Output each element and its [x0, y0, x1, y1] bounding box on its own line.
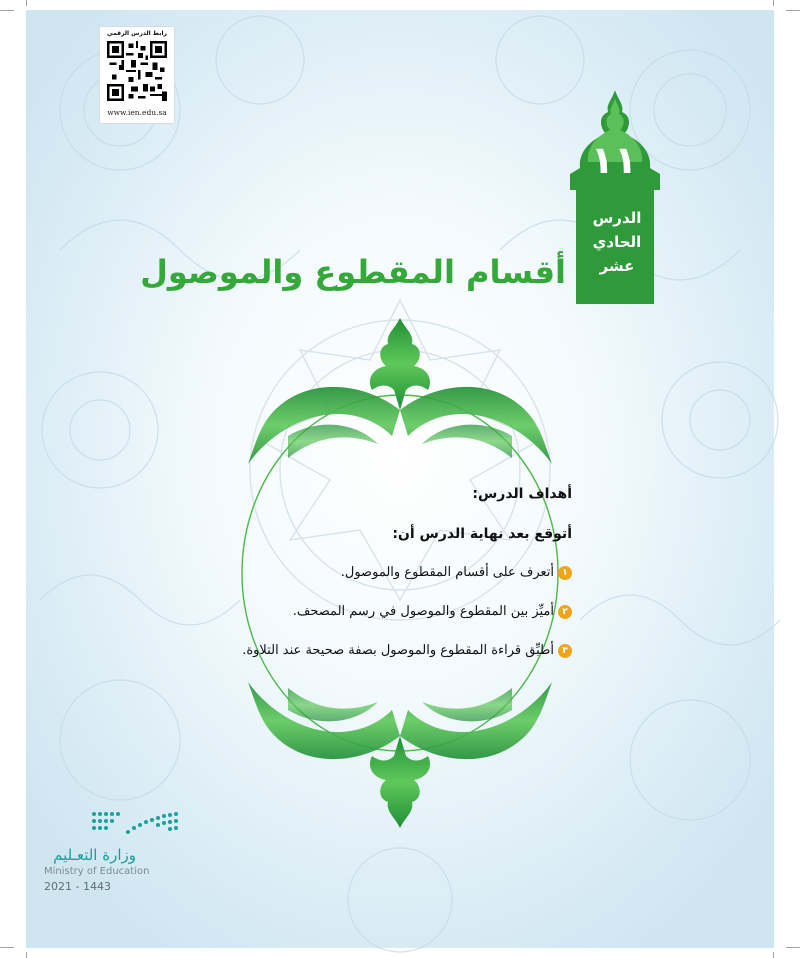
- objective-item: [222, 600, 572, 624]
- objective-item: [222, 639, 572, 663]
- lesson-label: [576, 206, 658, 278]
- objective-text: أطبِّق قراءة المقطوع والموصول بصفة صحيحة عند التلاوة.: [242, 643, 554, 658]
- qr-url[interactable]: www.ien.edu.sa: [107, 108, 167, 117]
- objective-item: [222, 561, 572, 585]
- ministry-logo-icon: [88, 808, 180, 842]
- lesson-label-line-2: الحادي: [592, 233, 642, 251]
- lesson-number: ١١: [590, 138, 638, 182]
- objective-text: أتعرف على أقسام المقطوع والموصول.: [340, 565, 554, 580]
- crop-mark: [26, 0, 27, 6]
- crop-mark: [0, 10, 14, 11]
- lesson-label-line-3: عشر: [599, 257, 635, 275]
- ministry-name-arabic: وزارة التعـليم: [53, 846, 136, 864]
- crop-mark: [0, 947, 14, 948]
- crop-mark: [786, 947, 800, 948]
- lesson-title: أقسام المقطوع والموصول: [140, 253, 566, 291]
- qr-code-card[interactable]: [99, 26, 175, 124]
- objective-number-badge: ٣: [558, 644, 572, 658]
- qr-code-icon[interactable]: [107, 41, 167, 101]
- ministry-name-english: Ministry of Education: [44, 866, 150, 877]
- qr-caption: رابط الدرس الرقمي: [107, 30, 167, 37]
- crop-mark: [773, 952, 774, 958]
- objectives-heading: أهداف الدرس:: [472, 486, 572, 502]
- crop-mark: [786, 10, 800, 11]
- edition-year: 2021 - 1443: [44, 880, 111, 893]
- crop-mark: [773, 0, 774, 6]
- lesson-objectives: [222, 482, 572, 663]
- objective-number-badge: ٢: [558, 605, 572, 619]
- objective-text: أميِّز بين المقطوع والموصول في رسم المصحف.: [292, 604, 554, 619]
- objectives-intro: أتوقع بعد نهاية الدرس أن:: [392, 526, 572, 542]
- lesson-label-line-1: الدرس: [592, 209, 642, 227]
- objective-number-badge: ١: [558, 566, 572, 580]
- crop-mark: [26, 952, 27, 958]
